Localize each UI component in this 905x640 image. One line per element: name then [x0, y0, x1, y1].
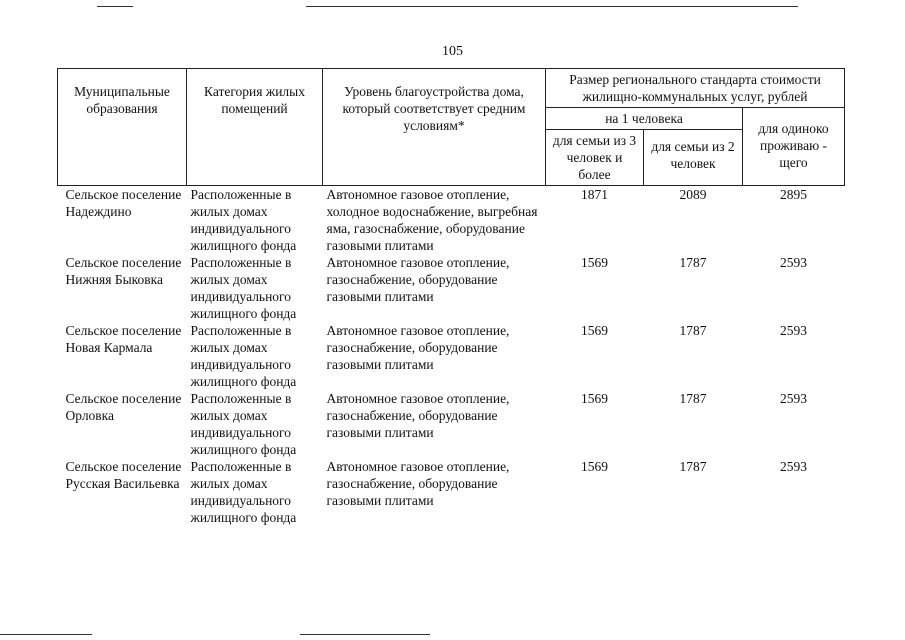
- header-family-3: для семьи из 3 человек и более: [546, 130, 644, 186]
- cell-municipality: Сельское поселение Нижняя Быковка: [65, 255, 182, 287]
- cell-family-2: 1787: [679, 391, 707, 406]
- cell-family-3: 1569: [581, 323, 608, 338]
- cell-single: 2593: [780, 255, 808, 270]
- table-row: [58, 458, 845, 526]
- cell-municipality: Сельское поселение Русская Васильевка: [65, 459, 182, 491]
- cell-category: Расположенные в жилых домах индивидуального жилищного фонда: [190, 255, 297, 321]
- bottom-right-rule: [300, 634, 430, 635]
- cell-category: Расположенные в жилых домах индивидуального жилищного фонда: [190, 323, 297, 389]
- header-standard: Размер регионального стандарта стоимости жилищно-коммунальных услуг, рублей: [546, 69, 845, 108]
- cell-single: 2593: [780, 391, 808, 406]
- cell-municipality: Сельское поселение Новая Кармала: [65, 323, 182, 355]
- cell-family-3: 1871: [581, 187, 608, 202]
- cell-level: Автономное газовое отопление, газоснабжение, оборудование газовыми плитами: [326, 255, 510, 304]
- cell-single: 2895: [780, 187, 808, 202]
- table-row: [58, 322, 845, 390]
- top-right-rule: [306, 6, 798, 7]
- cell-family-3: 1569: [581, 255, 608, 270]
- table-row: [58, 390, 845, 458]
- cell-category: Расположенные в жилых домах индивидуального жилищного фонда: [190, 187, 297, 253]
- header-level: Уровень благоустройства дома, который соответствует средним условиям*: [323, 69, 546, 186]
- page-number: 105: [442, 44, 463, 59]
- cell-municipality: Сельское поселение Орловка: [65, 391, 182, 423]
- table-row: [58, 254, 845, 322]
- header-municipality: Муниципальные образования: [58, 69, 187, 186]
- cell-level: Автономное газовое отопление, газоснабжение, оборудование газовыми плитами: [326, 391, 510, 440]
- cell-category: Расположенные в жилых домах индивидуального жилищного фонда: [190, 459, 297, 525]
- cell-family-3: 1569: [581, 391, 608, 406]
- cell-municipality: Сельское поселение Надеждино: [65, 187, 182, 219]
- cell-single: 2593: [780, 459, 808, 474]
- cell-category: Расположенные в жилых домах индивидуального жилищного фонда: [190, 391, 297, 457]
- header-per-person: на 1 человека: [546, 108, 743, 130]
- header-single: для одиноко проживаю - щего: [743, 108, 845, 186]
- table-row: [58, 186, 845, 255]
- header-category: Категория жилых помещений: [187, 69, 323, 186]
- tariff-table: [57, 68, 845, 526]
- header-family-2: для семьи из 2 человек: [644, 130, 743, 186]
- cell-family-2: 1787: [679, 255, 707, 270]
- cell-family-3: 1569: [581, 459, 608, 474]
- top-left-rule: [97, 6, 133, 7]
- cell-single: 2593: [780, 323, 808, 338]
- cell-family-2: 2089: [679, 187, 707, 202]
- cell-level: Автономное газовое отопление, газоснабжение, оборудование газовыми плитами: [326, 459, 510, 508]
- cell-level: Автономное газовое отопление, газоснабжение, оборудование газовыми плитами: [326, 323, 510, 372]
- table-header: [58, 69, 845, 186]
- table-body: [58, 186, 845, 527]
- bottom-left-rule: [0, 634, 92, 635]
- cell-level: Автономное газовое отопление, холодное водоснабжение, выгребная яма, газоснабжение, оборудование газовыми плитами: [326, 187, 538, 253]
- cell-family-2: 1787: [679, 459, 707, 474]
- cell-family-2: 1787: [679, 323, 707, 338]
